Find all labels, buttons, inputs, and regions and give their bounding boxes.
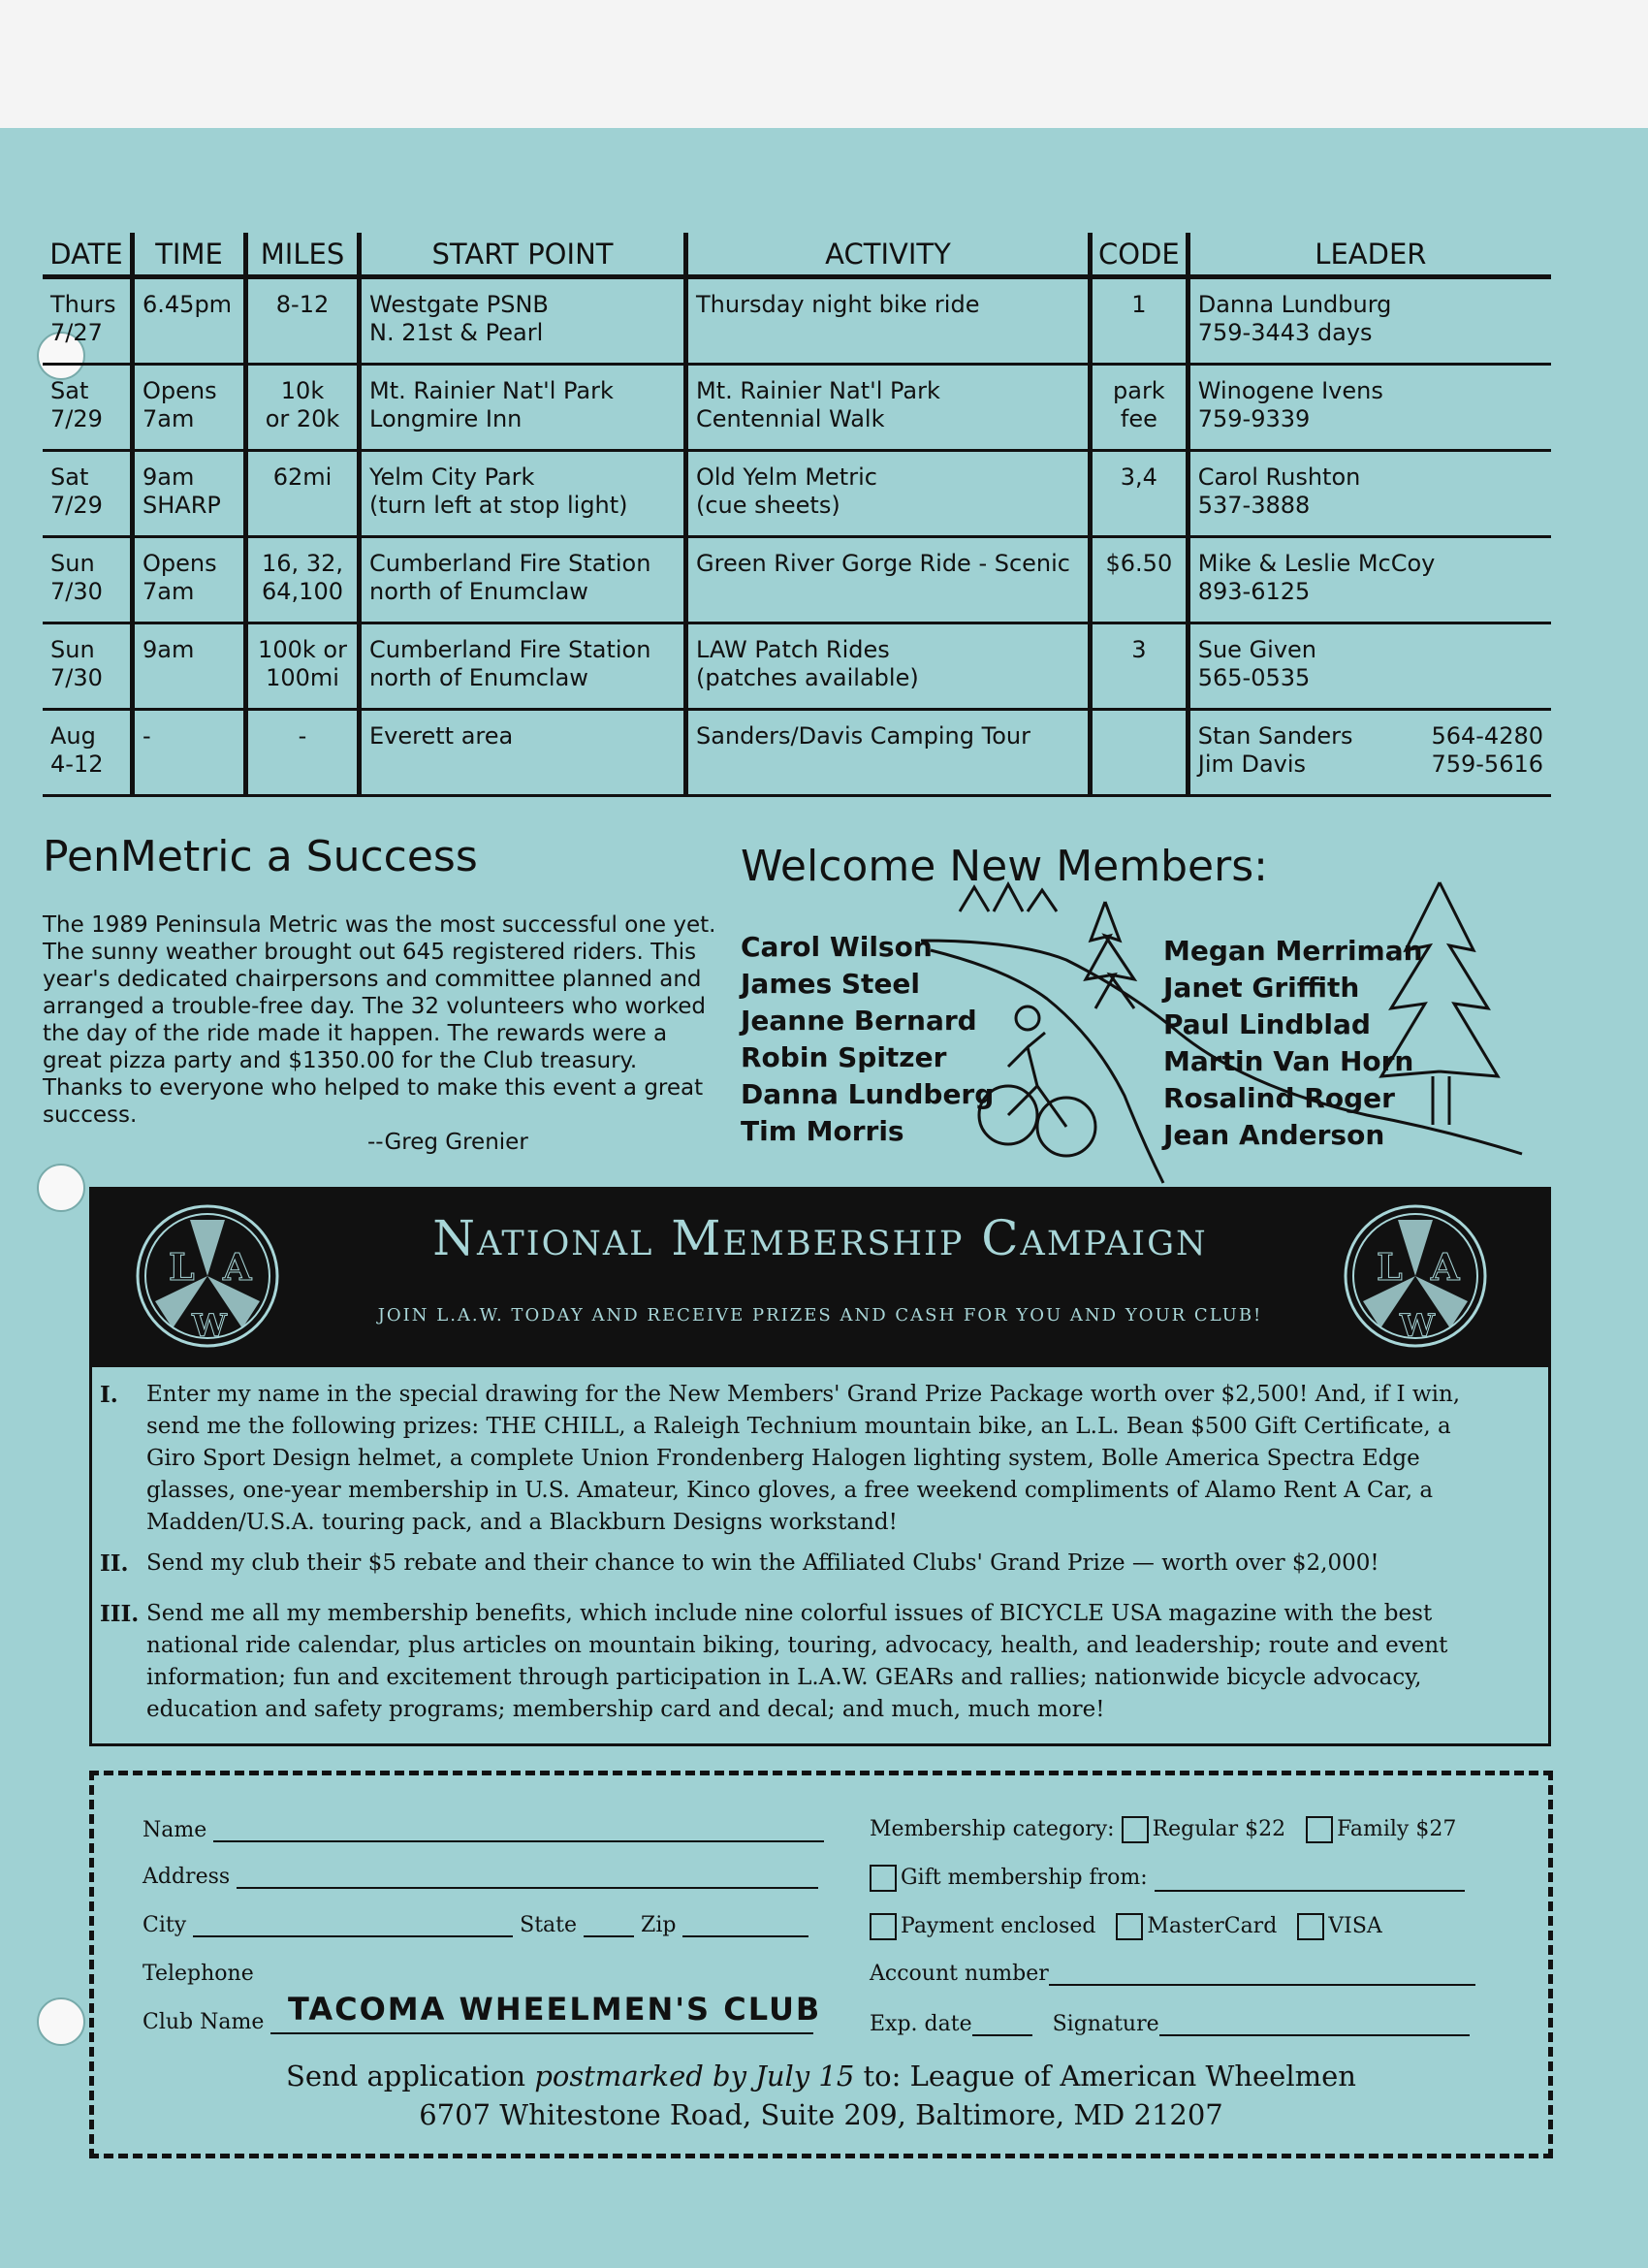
member-name: Rosalind Roger <box>1163 1082 1395 1114</box>
campaign-title: National Membership Campaign <box>432 1210 1208 1266</box>
logo-letter-w: W <box>192 1307 227 1344</box>
col-start-point: START POINT <box>360 233 686 277</box>
cell-text: 537-3888 <box>1197 492 1311 519</box>
campaign-subtitle: JOIN L.A.W. TODAY AND RECEIVE PRIZES AND CASH FOR YOU AND YOUR CLUB! <box>377 1305 1263 1326</box>
signature-field[interactable] <box>1159 2015 1470 2036</box>
offer-item <box>100 1548 1504 1580</box>
name-label: Name <box>143 1818 207 1842</box>
member-name: Jeanne Bernard <box>741 1005 977 1037</box>
account-field[interactable] <box>1049 1965 1475 1986</box>
offer-text: Send me all my membership benefits, which include nine colorful issues of BICYCLE USA magazine with the best national ride calendar, plus articles on mountain biking, touring, advocacy, health, and leadership; route and event information; fun and excitement through participation in L.A.W. GEARs and rallies; nationwide bicycle advocacy, education and safety programs; membership card and decal; and much, much more! <box>146 1601 1448 1722</box>
offer-text: Enter my name in the special drawing for the New Members' Grand Prize Package worth over $2,500! And, if I win, send me the following prizes: THE CHILL, a Raleigh Technium mountain bike, an L.L. Bean $500 Gift Certificate, a Giro Sport Design helmet, a complete Union Frondenberg Halogen lighting system, Bolle America Spectra Edge glasses, one-year membership in U.S. Amateur, Kinco gloves, a free weekend compliments of Alamo Rent A Car, a Madden/U.S.A. touring pack, and a Blackburn Designs workstand! <box>146 1382 1461 1535</box>
cell-text: Sue Given <box>1197 636 1317 663</box>
cell-start <box>360 365 686 451</box>
cell-leader <box>1188 451 1551 537</box>
cell-code <box>1091 710 1188 796</box>
gift-label: Gift membership from: <box>901 1866 1148 1890</box>
cell-leader <box>1188 537 1551 623</box>
cell-text: Thursday night bike ride <box>696 291 980 318</box>
organization-name: League of American Wheelmen <box>909 2060 1356 2092</box>
cell-text: Westgate PSNB <box>369 291 549 318</box>
cell-text: 759-3443 days <box>1197 319 1373 346</box>
cell-activity <box>686 365 1091 451</box>
leader-line <box>1198 751 1543 779</box>
cell-text: Danna Lundburg <box>1197 291 1392 318</box>
cell-code: 3 <box>1091 623 1188 710</box>
cell-text: 9am <box>143 636 195 663</box>
member-name: Carol Wilson <box>741 931 933 963</box>
cell-text: Sun <box>50 550 95 577</box>
club-name-value: TACOMA WHEELMEN'S CLUB <box>288 1991 822 2028</box>
member-name: Tim Morris <box>741 1115 904 1147</box>
member-name: Megan Merriman <box>1163 935 1423 967</box>
cell-text: 10k <box>280 377 325 404</box>
member-name: Robin Spitzer <box>741 1041 947 1073</box>
article-body <box>43 911 721 1156</box>
cell-text: Mt. Rainier Nat'l Park <box>696 377 940 404</box>
cell-code: park fee <box>1091 365 1188 451</box>
address-label: Address <box>143 1865 231 1889</box>
mailing-instructions <box>94 2057 1548 2134</box>
cell-text: 759-5616 <box>1431 751 1543 778</box>
cell-text: 16, 32, <box>262 550 343 577</box>
cell-start <box>360 451 686 537</box>
cell-text: 62mi <box>272 463 333 491</box>
cell-date <box>43 623 133 710</box>
ride-schedule-table <box>43 233 1551 797</box>
membership-category-label: Membership category: <box>870 1817 1115 1841</box>
col-activity: ACTIVITY <box>686 233 1091 277</box>
cell-time <box>133 451 246 537</box>
col-miles: MILES <box>246 233 360 277</box>
article-title: PenMetric a Success <box>43 832 478 881</box>
cell-text: 9am <box>143 463 195 491</box>
membership-application-form <box>89 1771 1553 2158</box>
cell-text: 4-12 <box>50 751 104 778</box>
cell-text: 7/30 <box>50 578 103 605</box>
cell-text: (cue sheets) <box>696 492 840 519</box>
member-name: James Steel <box>741 968 921 1000</box>
cell-text: Cumberland Fire Station <box>369 636 651 663</box>
cell-leader <box>1188 710 1551 796</box>
law-logo-icon <box>1340 1200 1491 1352</box>
member-name: Jean Anderson <box>1163 1119 1385 1151</box>
table-header-row <box>43 233 1551 277</box>
cell-leader <box>1188 623 1551 710</box>
table-row <box>43 365 1551 451</box>
logo-letter-w: W <box>1400 1307 1435 1344</box>
member-name: Martin Van Horn <box>1163 1045 1414 1077</box>
punch-hole <box>37 1164 85 1212</box>
city-field[interactable] <box>193 1916 513 1937</box>
offer-text: Send my club their $5 rebate and their chance to win the Affiliated Clubs' Grand Prize — worth over $2,000! <box>146 1550 1379 1576</box>
cell-leader <box>1188 277 1551 365</box>
postmark-deadline: postmarked by July 15 <box>534 2060 855 2092</box>
cell-text: Mike & Leslie McCoy <box>1197 550 1436 577</box>
offer-number: I. <box>100 1382 118 1408</box>
cell-date <box>43 710 133 796</box>
cell-activity <box>686 710 1091 796</box>
cell-text: (patches available) <box>696 664 919 691</box>
cell-text: north of Enumclaw <box>369 664 588 691</box>
cell-time <box>133 623 246 710</box>
cell-text: LAW Patch Rides <box>696 636 890 663</box>
cell-text: Jim Davis <box>1197 751 1307 778</box>
cell-activity <box>686 537 1091 623</box>
cell-miles <box>246 537 360 623</box>
cell-text: - <box>143 722 151 750</box>
cell-text: north of Enumclaw <box>369 578 588 605</box>
offer-item <box>100 1598 1504 1726</box>
cell-text: Opens <box>143 550 217 577</box>
table-row <box>43 277 1551 365</box>
cell-text: Centennial Walk <box>696 405 885 432</box>
regular-label: Regular $22 <box>1152 1817 1286 1841</box>
cell-text: 100k or <box>258 636 347 663</box>
regular-checkbox[interactable] <box>1122 1816 1149 1843</box>
club-name-label: Club Name <box>143 2010 265 2034</box>
send-prefix: Send application <box>286 2060 526 2092</box>
logo-letter-l: L <box>169 1245 195 1289</box>
cell-text: 7/29 <box>50 405 103 432</box>
state-label: State <box>520 1913 578 1937</box>
cell-date <box>43 365 133 451</box>
member-name: Janet Griffith <box>1163 972 1360 1004</box>
cell-code: $6.50 <box>1091 537 1188 623</box>
cell-text: 7/27 <box>50 319 103 346</box>
cell-leader <box>1188 365 1551 451</box>
cell-text: Sat <box>50 463 89 491</box>
cell-date <box>43 451 133 537</box>
cell-text: Sat <box>50 377 89 404</box>
col-time: TIME <box>133 233 246 277</box>
cell-start <box>360 623 686 710</box>
cell-text: 6.45pm <box>143 291 233 318</box>
cell-text: 7am <box>143 405 195 432</box>
cell-text: 7/29 <box>50 492 103 519</box>
city-label: City <box>143 1913 187 1937</box>
cell-text: Thurs <box>50 291 116 318</box>
membership-offers <box>89 1367 1551 1746</box>
cell-text: (turn left at stop light) <box>369 492 628 519</box>
table-row <box>43 537 1551 623</box>
table-row <box>43 623 1551 710</box>
send-to: to: <box>863 2060 902 2092</box>
offer-number: III. <box>100 1601 140 1627</box>
cell-text: 100mi <box>266 664 339 691</box>
payment-checkbox[interactable] <box>870 1913 897 1940</box>
cell-text: 64,100 <box>262 578 343 605</box>
logo-letter-a: A <box>1431 1245 1460 1289</box>
cell-date <box>43 277 133 365</box>
cell-date <box>43 537 133 623</box>
mastercard-checkbox[interactable] <box>1116 1913 1143 1940</box>
member-name: Paul Lindblad <box>1163 1008 1371 1040</box>
cell-miles <box>246 277 360 365</box>
cell-text: Everett area <box>369 722 514 750</box>
cell-text: 7/30 <box>50 664 103 691</box>
cell-text: N. 21st & Pearl <box>369 319 544 346</box>
col-code: CODE <box>1091 233 1188 277</box>
state-field[interactable] <box>584 1916 634 1937</box>
cell-text: Old Yelm Metric <box>696 463 877 491</box>
member-name: Danna Lundberg <box>741 1078 995 1110</box>
table-row <box>43 451 1551 537</box>
campaign-banner <box>89 1187 1551 1367</box>
cell-text: or 20k <box>265 405 340 432</box>
cell-text: Mt. Rainier Nat'l Park <box>369 377 614 404</box>
gift-checkbox[interactable] <box>870 1865 897 1892</box>
article-text: The 1989 Peninsula Metric was the most successful one yet. The sunny weather brought out 645 registered riders. This year's dedicated chairpersons and committee planned and arranged a trouble-free day. The 32 volunteers who worked the day of the ride made it happen. The rewards were a great pizza party and $1350.00 for the Club treasury. Thanks to everyone who helped to make this event a great success. <box>43 912 716 1128</box>
mastercard-label: MasterCard <box>1147 1914 1278 1938</box>
family-label: Family $27 <box>1337 1817 1457 1841</box>
zip-field[interactable] <box>682 1916 808 1937</box>
table-body <box>43 277 1551 796</box>
new-members-col2 <box>1163 933 1423 1154</box>
col-date: DATE <box>43 233 133 277</box>
cell-text: Carol Rushton <box>1197 463 1361 491</box>
cell-miles <box>246 451 360 537</box>
cell-text: 565-0535 <box>1197 664 1311 691</box>
cell-text: SHARP <box>143 492 221 519</box>
visa-checkbox[interactable] <box>1297 1913 1324 1940</box>
cell-code: 3,4 <box>1091 451 1188 537</box>
cell-miles <box>246 365 360 451</box>
cell-text: 759-9339 <box>1197 405 1311 432</box>
cell-text: 7am <box>143 578 195 605</box>
cell-activity <box>686 623 1091 710</box>
offer-number: II. <box>100 1550 129 1577</box>
punch-hole <box>37 1997 85 2046</box>
new-members-col1 <box>741 929 994 1150</box>
cell-start <box>360 277 686 365</box>
cell-time <box>133 710 246 796</box>
payment-label: Payment enclosed <box>901 1914 1096 1938</box>
logo-letter-a: A <box>223 1245 252 1289</box>
telephone-label: Telephone <box>143 1962 254 1986</box>
cell-time <box>133 537 246 623</box>
cell-text: 8-12 <box>275 291 330 318</box>
cell-text: Opens <box>143 377 217 404</box>
signature-label: Signature <box>1052 2012 1159 2036</box>
logo-letter-l: L <box>1377 1245 1403 1289</box>
family-checkbox[interactable] <box>1306 1816 1333 1843</box>
name-field[interactable] <box>213 1821 824 1842</box>
mailing-address: 6707 Whitestone Road, Suite 209, Baltimore, MD 21207 <box>419 2098 1223 2131</box>
table-row <box>43 710 1551 796</box>
leader-line <box>1198 722 1543 751</box>
cell-text: Sun <box>50 636 95 663</box>
cell-code: 1 <box>1091 277 1188 365</box>
cell-text: Aug <box>50 722 96 750</box>
exp-date-label: Exp. date <box>870 2012 972 2036</box>
cell-text: Stan Sanders <box>1197 722 1353 750</box>
cell-time <box>133 365 246 451</box>
visa-label: VISA <box>1328 1914 1382 1938</box>
address-field[interactable] <box>237 1868 818 1889</box>
cell-text: - <box>298 722 307 750</box>
welcome-title: Welcome New Members: <box>741 842 1268 891</box>
cell-time <box>133 277 246 365</box>
exp-date-field[interactable] <box>972 2015 1032 2036</box>
cell-start <box>360 710 686 796</box>
cell-activity <box>686 451 1091 537</box>
article-signature: --Greg Grenier <box>367 1130 528 1155</box>
cell-miles <box>246 623 360 710</box>
cell-text: Longmire Inn <box>369 405 523 432</box>
cell-miles <box>246 710 360 796</box>
cell-text: Green River Gorge Ride - Scenic <box>696 550 1071 577</box>
cell-text: Yelm City Park <box>369 463 535 491</box>
cell-start <box>360 537 686 623</box>
gift-field[interactable] <box>1155 1870 1465 1892</box>
cell-text: 564-4280 <box>1431 722 1543 750</box>
col-leader: LEADER <box>1188 233 1551 277</box>
account-label: Account number <box>870 1962 1049 1986</box>
cell-text: Winogene Ivens <box>1197 377 1383 404</box>
offer-item <box>100 1379 1504 1539</box>
zip-label: Zip <box>641 1913 677 1937</box>
cell-text: Sanders/Davis Camping Tour <box>696 722 1030 750</box>
cell-text: 893-6125 <box>1197 578 1311 605</box>
cell-text: Cumberland Fire Station <box>369 550 651 577</box>
cell-activity <box>686 277 1091 365</box>
